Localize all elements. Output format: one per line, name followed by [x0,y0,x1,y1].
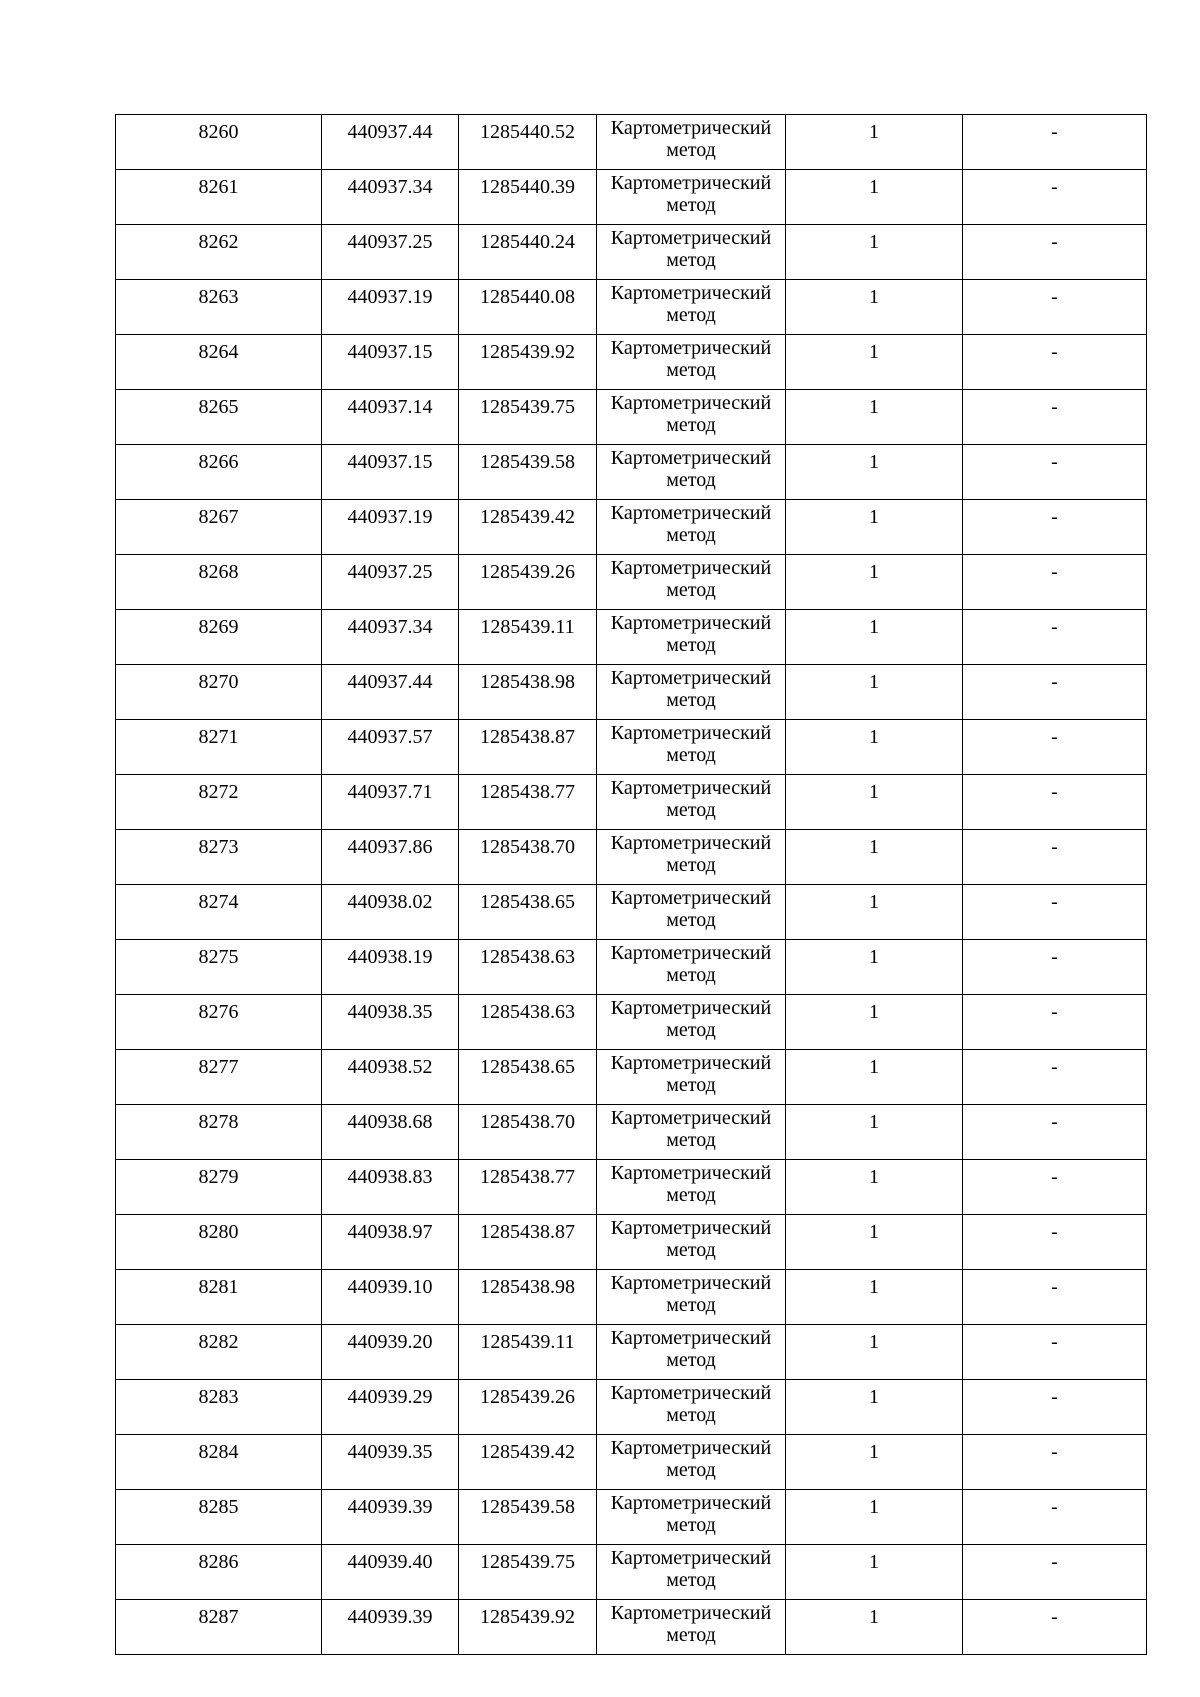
method-line-1: Картометрический [610,1052,772,1074]
note-cell: - [963,665,1147,720]
point-number-cell: 8268 [116,555,322,610]
point-number-cell: 8282 [116,1325,322,1380]
method-line-2: метод [666,1404,716,1426]
method-cell [597,1600,786,1655]
y-coordinate-cell: 1285438.77 [459,775,597,830]
x-coordinate-cell: 440937.71 [322,775,459,830]
point-number-cell: 8269 [116,610,322,665]
note-cell: - [963,1490,1147,1545]
method-cell [597,940,786,995]
y-coordinate-cell: 1285438.87 [459,720,597,775]
coordinates-table-body [116,115,1147,1655]
method-line-2: метод [666,469,716,491]
method-line-1: Картометрический [610,1602,772,1624]
x-coordinate-cell: 440939.10 [322,1270,459,1325]
method-line-1: Картометрический [610,502,772,524]
point-number-cell: 8264 [116,335,322,390]
method-line-2: метод [666,744,716,766]
x-coordinate-cell: 440938.52 [322,1050,459,1105]
note-cell: - [963,995,1147,1050]
method-line-1: Картометрический [610,172,772,194]
point-number-cell: 8278 [116,1105,322,1160]
point-number-cell: 8287 [116,1600,322,1655]
accuracy-cell: 1 [786,1490,963,1545]
method-cell [597,775,786,830]
x-coordinate-cell: 440939.20 [322,1325,459,1380]
accuracy-cell: 1 [786,1215,963,1270]
y-coordinate-cell: 1285440.24 [459,225,597,280]
table-row [116,280,1147,335]
note-cell: - [963,610,1147,665]
method-line-1: Картометрический [610,227,772,249]
point-number-cell: 8271 [116,720,322,775]
y-coordinate-cell: 1285439.58 [459,445,597,500]
note-cell: - [963,775,1147,830]
method-line-2: метод [666,579,716,601]
y-coordinate-cell: 1285438.65 [459,885,597,940]
method-line-1: Картометрический [610,447,772,469]
method-line-1: Картометрический [610,832,772,854]
method-line-1: Картометрический [610,557,772,579]
method-line-2: метод [666,1074,716,1096]
method-line-1: Картометрический [610,1217,772,1239]
note-cell: - [963,1325,1147,1380]
table-row [116,720,1147,775]
method-cell [597,445,786,500]
note-cell: - [963,1600,1147,1655]
method-line-1: Картометрический [610,1492,772,1514]
point-number-cell: 8270 [116,665,322,720]
x-coordinate-cell: 440938.97 [322,1215,459,1270]
table-row [116,225,1147,280]
note-cell: - [963,335,1147,390]
y-coordinate-cell: 1285438.63 [459,995,597,1050]
note-cell: - [963,1050,1147,1105]
method-cell [597,1160,786,1215]
note-cell: - [963,280,1147,335]
table-row [116,1160,1147,1215]
note-cell: - [963,940,1147,995]
method-line-2: метод [666,1349,716,1371]
method-line-2: метод [666,1569,716,1591]
accuracy-cell: 1 [786,995,963,1050]
y-coordinate-cell: 1285440.39 [459,170,597,225]
x-coordinate-cell: 440937.44 [322,665,459,720]
y-coordinate-cell: 1285438.63 [459,940,597,995]
accuracy-cell: 1 [786,1050,963,1105]
note-cell: - [963,1160,1147,1215]
method-cell [597,115,786,170]
y-coordinate-cell: 1285438.70 [459,830,597,885]
note-cell: - [963,720,1147,775]
method-line-2: метод [666,1184,716,1206]
y-coordinate-cell: 1285439.11 [459,1325,597,1380]
x-coordinate-cell: 440937.25 [322,555,459,610]
table-row [116,1600,1147,1655]
method-line-1: Картометрический [610,1547,772,1569]
table-row [116,555,1147,610]
x-coordinate-cell: 440938.68 [322,1105,459,1160]
table-row [116,885,1147,940]
method-line-2: метод [666,304,716,326]
note-cell: - [963,500,1147,555]
point-number-cell: 8274 [116,885,322,940]
x-coordinate-cell: 440939.39 [322,1490,459,1545]
table-row [116,1050,1147,1105]
method-line-1: Картометрический [610,1382,772,1404]
x-coordinate-cell: 440939.29 [322,1380,459,1435]
method-line-2: метод [666,854,716,876]
y-coordinate-cell: 1285438.77 [459,1160,597,1215]
method-line-2: метод [666,634,716,656]
method-line-1: Картометрический [610,392,772,414]
method-line-1: Картометрический [610,1107,772,1129]
method-cell [597,1215,786,1270]
method-line-2: метод [666,1459,716,1481]
point-number-cell: 8276 [116,995,322,1050]
method-line-1: Картометрический [610,1327,772,1349]
table-row [116,1270,1147,1325]
note-cell: - [963,445,1147,500]
note-cell: - [963,1435,1147,1490]
method-line-2: метод [666,689,716,711]
method-line-2: метод [666,1019,716,1041]
method-line-2: метод [666,799,716,821]
accuracy-cell: 1 [786,335,963,390]
accuracy-cell: 1 [786,445,963,500]
method-line-2: метод [666,1129,716,1151]
accuracy-cell: 1 [786,280,963,335]
y-coordinate-cell: 1285439.92 [459,335,597,390]
x-coordinate-cell: 440938.83 [322,1160,459,1215]
method-line-2: метод [666,194,716,216]
point-number-cell: 8280 [116,1215,322,1270]
y-coordinate-cell: 1285439.58 [459,1490,597,1545]
method-line-1: Картометрический [610,337,772,359]
accuracy-cell: 1 [786,555,963,610]
table-row [116,1380,1147,1435]
point-number-cell: 8261 [116,170,322,225]
method-cell [597,995,786,1050]
y-coordinate-cell: 1285439.75 [459,390,597,445]
table-row [116,940,1147,995]
table-row [116,1105,1147,1160]
y-coordinate-cell: 1285439.92 [459,1600,597,1655]
point-number-cell: 8262 [116,225,322,280]
note-cell: - [963,1215,1147,1270]
x-coordinate-cell: 440937.57 [322,720,459,775]
method-cell [597,1380,786,1435]
method-line-1: Картометрический [610,667,772,689]
method-cell [597,390,786,445]
y-coordinate-cell: 1285439.42 [459,1435,597,1490]
table-row [116,170,1147,225]
accuracy-cell: 1 [786,1160,963,1215]
accuracy-cell: 1 [786,720,963,775]
method-cell [597,830,786,885]
coordinates-table [115,114,1147,1655]
y-coordinate-cell: 1285438.65 [459,1050,597,1105]
method-line-1: Картометрический [610,1162,772,1184]
note-cell: - [963,885,1147,940]
accuracy-cell: 1 [786,390,963,445]
method-cell [597,555,786,610]
table-row [116,1545,1147,1600]
table-row [116,1490,1147,1545]
x-coordinate-cell: 440937.14 [322,390,459,445]
method-cell [597,1490,786,1545]
accuracy-cell: 1 [786,1545,963,1600]
accuracy-cell: 1 [786,225,963,280]
x-coordinate-cell: 440937.86 [322,830,459,885]
note-cell: - [963,170,1147,225]
accuracy-cell: 1 [786,775,963,830]
method-cell [597,500,786,555]
y-coordinate-cell: 1285439.11 [459,610,597,665]
method-cell [597,335,786,390]
method-cell [597,885,786,940]
method-line-1: Картометрический [610,942,772,964]
x-coordinate-cell: 440937.44 [322,115,459,170]
method-line-1: Картометрический [610,1437,772,1459]
method-line-2: метод [666,1239,716,1261]
y-coordinate-cell: 1285438.98 [459,665,597,720]
x-coordinate-cell: 440939.40 [322,1545,459,1600]
x-coordinate-cell: 440939.35 [322,1435,459,1490]
accuracy-cell: 1 [786,1435,963,1490]
accuracy-cell: 1 [786,500,963,555]
point-number-cell: 8273 [116,830,322,885]
x-coordinate-cell: 440937.34 [322,610,459,665]
table-row [116,1325,1147,1380]
y-coordinate-cell: 1285440.08 [459,280,597,335]
accuracy-cell: 1 [786,885,963,940]
point-number-cell: 8263 [116,280,322,335]
method-line-1: Картометрический [610,282,772,304]
table-row [116,335,1147,390]
method-cell [597,280,786,335]
method-cell [597,1050,786,1105]
accuracy-cell: 1 [786,665,963,720]
x-coordinate-cell: 440937.19 [322,500,459,555]
method-line-2: метод [666,414,716,436]
note-cell: - [963,830,1147,885]
note-cell: - [963,115,1147,170]
y-coordinate-cell: 1285439.42 [459,500,597,555]
table-row [116,775,1147,830]
y-coordinate-cell: 1285439.26 [459,1380,597,1435]
method-line-2: метод [666,249,716,271]
note-cell: - [963,555,1147,610]
table-row [116,390,1147,445]
x-coordinate-cell: 440938.19 [322,940,459,995]
x-coordinate-cell: 440939.39 [322,1600,459,1655]
note-cell: - [963,1380,1147,1435]
accuracy-cell: 1 [786,1105,963,1160]
point-number-cell: 8286 [116,1545,322,1600]
method-line-2: метод [666,524,716,546]
accuracy-cell: 1 [786,115,963,170]
accuracy-cell: 1 [786,1380,963,1435]
table-row [116,665,1147,720]
y-coordinate-cell: 1285438.70 [459,1105,597,1160]
method-cell [597,610,786,665]
method-line-2: метод [666,964,716,986]
method-cell [597,1545,786,1600]
method-cell [597,1325,786,1380]
accuracy-cell: 1 [786,170,963,225]
method-line-1: Картометрический [610,722,772,744]
point-number-cell: 8272 [116,775,322,830]
y-coordinate-cell: 1285439.26 [459,555,597,610]
method-line-2: метод [666,1294,716,1316]
note-cell: - [963,1105,1147,1160]
table-row [116,1215,1147,1270]
table-row [116,115,1147,170]
note-cell: - [963,225,1147,280]
x-coordinate-cell: 440937.25 [322,225,459,280]
method-line-2: метод [666,909,716,931]
point-number-cell: 8260 [116,115,322,170]
point-number-cell: 8277 [116,1050,322,1105]
method-line-1: Картометрический [610,1272,772,1294]
method-cell [597,170,786,225]
method-cell [597,665,786,720]
method-line-1: Картометрический [610,887,772,909]
method-cell [597,1435,786,1490]
table-row [116,610,1147,665]
x-coordinate-cell: 440937.15 [322,445,459,500]
note-cell: - [963,1270,1147,1325]
method-cell [597,1270,786,1325]
method-cell [597,225,786,280]
x-coordinate-cell: 440937.19 [322,280,459,335]
method-line-2: метод [666,359,716,381]
table-row [116,995,1147,1050]
y-coordinate-cell: 1285438.98 [459,1270,597,1325]
table-row [116,1435,1147,1490]
x-coordinate-cell: 440937.34 [322,170,459,225]
method-line-1: Картометрический [610,997,772,1019]
note-cell: - [963,1545,1147,1600]
accuracy-cell: 1 [786,1325,963,1380]
accuracy-cell: 1 [786,830,963,885]
x-coordinate-cell: 440938.02 [322,885,459,940]
point-number-cell: 8284 [116,1435,322,1490]
point-number-cell: 8285 [116,1490,322,1545]
method-line-2: метод [666,1624,716,1646]
point-number-cell: 8279 [116,1160,322,1215]
point-number-cell: 8275 [116,940,322,995]
method-line-1: Картометрический [610,777,772,799]
method-line-2: метод [666,139,716,161]
point-number-cell: 8266 [116,445,322,500]
method-line-1: Картометрический [610,117,772,139]
y-coordinate-cell: 1285439.75 [459,1545,597,1600]
accuracy-cell: 1 [786,940,963,995]
method-cell [597,720,786,775]
x-coordinate-cell: 440937.15 [322,335,459,390]
accuracy-cell: 1 [786,610,963,665]
point-number-cell: 8283 [116,1380,322,1435]
point-number-cell: 8267 [116,500,322,555]
point-number-cell: 8281 [116,1270,322,1325]
method-line-2: метод [666,1514,716,1536]
point-number-cell: 8265 [116,390,322,445]
accuracy-cell: 1 [786,1600,963,1655]
method-cell [597,1105,786,1160]
table-row [116,445,1147,500]
y-coordinate-cell: 1285438.87 [459,1215,597,1270]
table-row [116,830,1147,885]
x-coordinate-cell: 440938.35 [322,995,459,1050]
note-cell: - [963,390,1147,445]
method-line-1: Картометрический [610,612,772,634]
accuracy-cell: 1 [786,1270,963,1325]
table-row [116,500,1147,555]
y-coordinate-cell: 1285440.52 [459,115,597,170]
